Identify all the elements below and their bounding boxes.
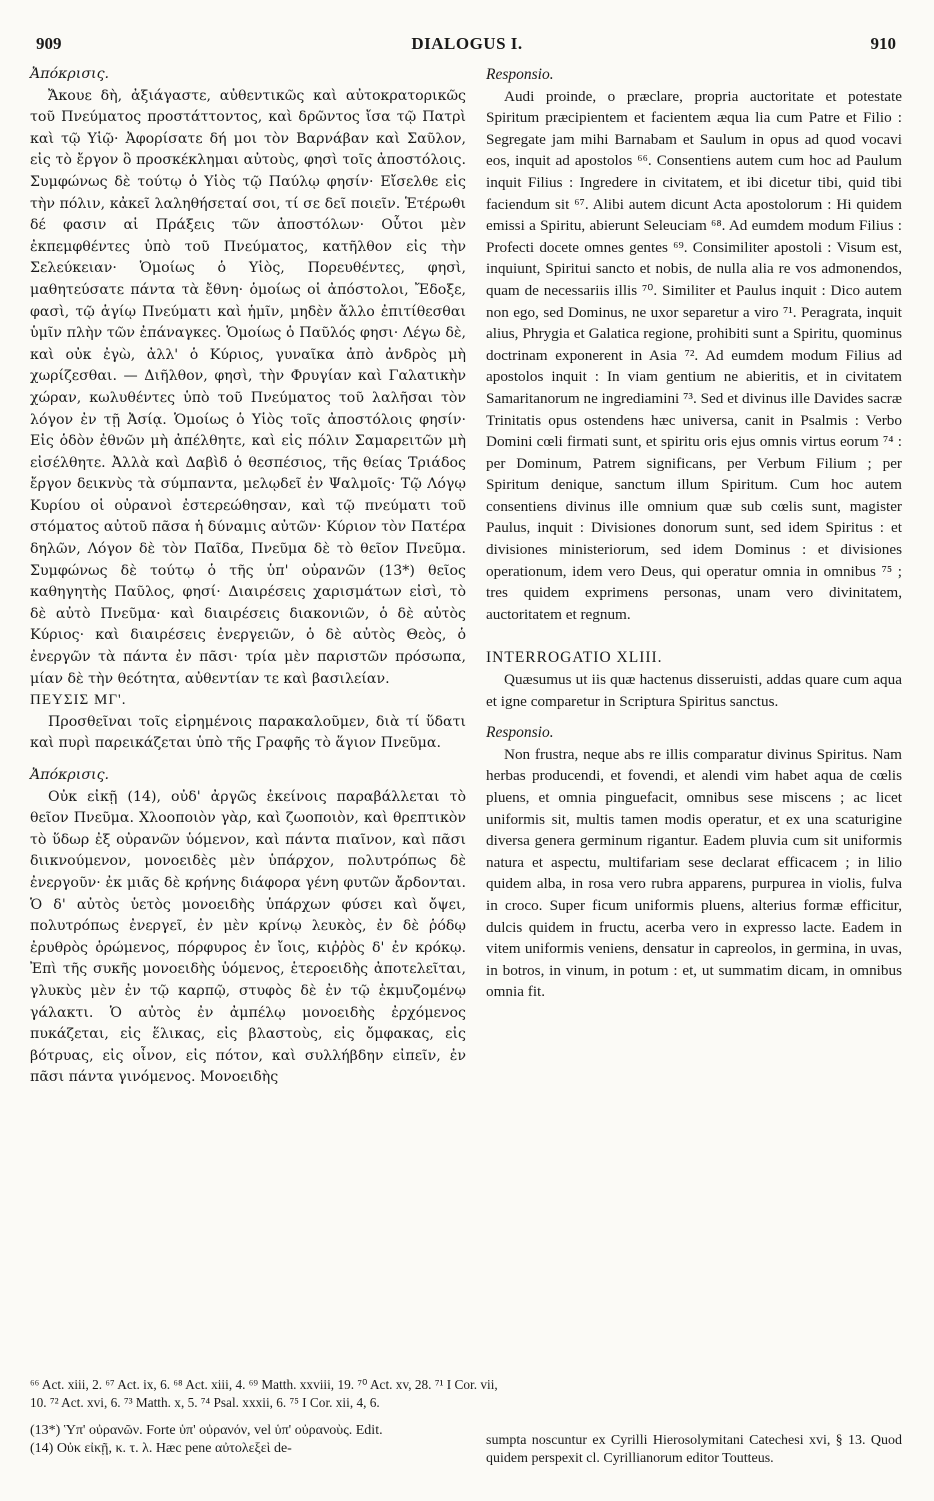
greek-question: Προσθεῖναι τοῖς εἰρημένοις παρακαλοῦμεν, διὰ τί ὕδατι καὶ πυρὶ παρεικάζεται ὑπὸ τῆς Γραφῆς τὸ ἅγιον Πνεῦμα. — [30, 713, 466, 752]
greek-response-heading-1: Ἀπόκρισις. — [30, 66, 110, 82]
greek-paragraph-1: Ἄκουε δὴ, ἀξιάγαστε, αὐθεντικῶς καὶ αὐτοκρατορικῶς τοῦ Πνεύματος προστάττοντος, καὶ δρῶντος ἴσα τῷ Πατρὶ καὶ τῷ Υἱῷ· Ἀφορίσατε δή μοι τὸν Βαρνάβαν καὶ Σαῦλον, εἰς τὸ ἔργον ὃ προσκέκλημαι αὐτοὺς, φησὶ τοῖς ἀποστόλοις. Συμφώνως δὲ τούτῳ ὁ Υἱὸς τῷ Παύλῳ φησίν· Εἴσελθε εἰς τὴν πόλιν, κἀκεῖ λαληθήσεταί σοι, τί σε δεῖ ποιεῖν. Ἑτέρωθι δέ φασιν αἱ Πράξεις τῶν ἀποστόλων· Οὗτοι μὲν ἐκπεμφθέντες ὑπὸ τοῦ Πνεύματος, κατῆλθον εἰς τὴν Σελεύκειαν· Ὁμοίως ὁ Υἱὸς, Πορευθέντες, φησὶ, μαθητεύσατε πάντα τὰ ἔθνη· ὁμοίως οἱ ἀπόστολοι, Ἔδοξε, φασὶ, τῷ ἁγίῳ Πνεύματι καὶ ἡμῖν, μηδὲν ἄλλο ἐπιτίθεσθαι ὑμῖν πλὴν τῶν ἐπάναγκες. Ὁμοίως ὁ Παῦλός φησι· Λέγω δὲ, καὶ οὐκ ἐγὼ, ἀλλ' ὁ Κύριος, γυναῖκα ἀπὸ ἀνδρὸς μὴ χωρίζεσθαι. — Διῆλθον, φησὶ, τὴν Φρυγίαν καὶ Γαλατικὴν χώραν, κωλυθέντες ὑπὸ τοῦ Πνεύματος τοῦ λαλῆσαι τὸν λόγον ἐν τῇ Ἀσίᾳ. Ὁμοίως ὁ Υἱὸς τοῖς ἀποστόλοις φησίν· Εἰς ὁδὸν ἐθνῶν μὴ ἀπέλθητε, καὶ εἰς πόλιν Σαμαρειτῶν μὴ εἰσέλθητε. Ἀλλὰ καὶ Δαβὶδ ὁ θεσπέσιος, τῆς θείας Τριάδος ἔργον δεικνὺς τὰ σύμπαντα, μελῳδεῖ ἐν Ψαλμοῖς· Τῷ Λόγῳ Κυρίου οἱ οὐρανοὶ ἐστερεώθησαν, καὶ τῷ πνεύματι τοῦ στόματος αὐτοῦ πᾶσα ἡ δύναμις αὐτῶν· Κύριον τὸν Πατέρα δηλῶν, Λόγον δὲ τὸν Παῖδα, Πνεῦμα δὲ τὸ θεῖον Πνεῦμα. Συμφώνως δὲ τούτῳ ὁ τῆς ὑπ' οὐρανῶν (13*) θεῖος καθηγητὴς Παῦλος, φησί· Διαιρέσεις χαρισμάτων εἰσὶ, τὸ δὲ αὐτὸ Πνεῦμα· καὶ διαιρέσεις διακονιῶν, ὁ δὲ αὐτὸς Κύριος· καὶ διαιρέσεις ἐνεργειῶν, ὁ δὲ αὐτὸς Θεὸς, ὁ ἐνεργῶν τὰ πάντα ἐν πᾶσι· τρία μὲν παριστῶν πρόσωπα, μίαν δὲ τὴν θεότητα, αὐθεντίαν τε καὶ βασιλείαν. — [30, 87, 466, 687]
greek-question-heading: ΠΕΥΣΙΣ ΜΓ'. — [30, 692, 127, 709]
running-header — [0, 34, 934, 60]
latin-response-heading-2: Responsio. — [486, 724, 554, 742]
latin-paragraph-2: Non frustra, neque abs re illis comparatur divinus Spiritus. Nam herbas producendi, et fovendi, et alendi vim habet aqua de cœlis pluens, et omnia pinguefacit, omnibus sese miscens ; ac licet uniformis sit, multis tamen modis operatur, et ex una scaturigine diversa genera germinum rigantur. Eadem pluvia cum sit uniformis natura et aspectu, multifariam sese declarat efficacem ; in lilio quidem alba, in rosa vero rubra apparens, purpurea in violis, fulva in croco. Super ficum uniformis pluens, alterius formæ efficitur, dulcis quidem in fructu, acerba vero in expresso lacte. Eadem in vitem uniformis veniens, densatur in capreolos, in germina, in uvas, in botros, in vinum, in potum : et, ut summatim dicam, in omnibus omnia fit. — [486, 745, 902, 1001]
page-number-right: 910 — [870, 34, 896, 53]
latin-response-heading-1: Responsio. — [486, 66, 554, 83]
footnotes-right — [486, 1432, 902, 1468]
footnote-14-continued: sumpta noscuntur ex Cyrilli Hierosolymitani Catechesi xvi, § 13. Quod quidem perspexit cl. Cyrillianorum editor Toutteus. — [486, 1433, 902, 1466]
greek-column — [30, 64, 466, 1089]
greek-paragraph-2: Οὐκ εἰκῇ (14), οὐδ' ἀργῶς ἐκείνοις παραβάλλεται τὸ θεῖον Πνεῦμα. Χλοοποιὸν γὰρ, καὶ ζωοποιὸν, καὶ θρεπτικὸν τὸ ὕδωρ ἐξ οὐρανῶν ὑόμενον, καὶ πάντα πιαῖνον, καὶ πᾶσι διικνούμενον, μονοειδὲς μὲν ὑπάρχον, πολυτρόπως δὲ ἐνεργοῦν· ἐκ μιᾶς δὲ κρήνης διάφορα γένη φυτῶν ἄρδονται. Ὁ δ' αὐτὸς ὑετὸς μονοειδὴς ὑπάρχων φύσει καὶ ὄψει, πολυτρόπως ἐνεργεῖ, ἐν μὲν κρίνῳ λευκὸς, ἐν δὲ ῥόδῳ ἐρυθρὸς ὁρώμενος, πόρφυρος ἐν ἴοις, κιῤῥὸς δ' ἐν κρόκῳ. Ἐπὶ τῆς συκῆς μονοειδὴς ὑόμενος, ἑτεροειδὴς ἀποτελεῖται, γλυκὺς μὲν ἐν τῷ καρπῷ, στυφὸς δὲ ἐν τῷ ἐκμυζομένῳ γάλακτι. Ὁ αὐτὸς ἐν ἀμπέλῳ μονοειδὴς ἐρχόμενος πυκάζεται, εἰς ἕλικας, εἰς βλαστοὺς, εἰς ὄμφακας, εἰς βότρυας, εἰς οἶνον, εἰς πότον, καὶ συλλήβδην εἰπεῖν, ἐν πᾶσι πάντα γινόμενος. Μονοειδὴς — [30, 788, 466, 1086]
footnotes-left — [30, 1422, 466, 1458]
latin-column — [486, 64, 902, 1003]
scripture-notes-line-1: ⁶⁶ Act. xiii, 2. ⁶⁷ Act. ix, 6. ⁶⁸ Act. xiii, 4. ⁶⁹ Matth. xxviii, 19. ⁷⁰ Act. xv, 28. ⁷¹ I Cor. vii, — [30, 1377, 498, 1392]
scripture-notes-line-2: 10. ⁷² Act. xvi, 6. ⁷³ Matth. x, 5. ⁷⁴ Psal. xxxii, 6. ⁷⁵ I Cor. xii, 4, 6. — [30, 1395, 380, 1410]
latin-paragraph-1: Audi proinde, o præclare, propria auctoritate et potestate Spiritum præcipientem et facientem æqua lia cum Patre et Filio : Segregate jam mihi Barnabam et Saulum in opus ad quod vocavi eos, inquit ad apostolos ⁶⁶. Consentiens autem cum hoc ad Paulum inquit Filius : Ingredere in civitatem, et ibi dicetur tibi, quid tibi faciendum sit ⁶⁷. Alibi autem dicunt Acta apostolorum : Hi quidem emissi a Spiritu, abierunt Seleuciam ⁶⁸. Ad eumdem modum Filius : Profecti docete omnes gentes ⁶⁹. Consimiliter apostoli : Visum est, inquiunt, Spiritui sancto et nobis, de nulla alia re vos admonendos, quam de necessariis illis ⁷⁰. Similiter et Paulus inquit : Dico autem non ego, sed Dominus, ne uxor separetur a viro ⁷¹. Peragrata, inquit alius, Phrygia et Galatica regione, prohibiti sunt a Spiritu, quominus doctrinam exponerent in Asia ⁷². Ad eumdem modum Filius ad apostolos inquit : In viam gentium ne abieritis, et in civitatem Samaritanorum ne ingrediamini ⁷³. Sed et divinus ille Davides sacræ Trinitatis opus ostendens hæc universa, canit in Psalmis : Verbo Domini cœli firmati sunt, et spiritu oris ejus omnis virtus eorum ⁷⁴ : per Dominum, Patrem significans, per Verbum Filium ; per Spiritum denique, sanctum illum Spiritum. Cum hoc autem consentiens divinus ille omnium quæ sub cœlis sunt, magister Paulus, inquit : Divisiones donorum sunt, sed idem Spiritus : et divisiones ministeriorum, sed idem Dominus : et divisiones operationum, idem vero Deus, qui operatur omnia in omnibus ⁷⁵ ; tres quidem exprimens personas, unam vero divinitatem, auctoritatem et regnum. — [486, 87, 902, 623]
footnote-14: (14) Οὐκ εἰκῇ, κ. τ. λ. Hæc pene αὐτολεξεὶ de- — [30, 1441, 292, 1456]
latin-question: Quæsumus ut iis quæ hactenus disseruisti, addas quare cum aqua et igne comparetur in Scriptura Spiritus sanctus. — [486, 671, 902, 710]
footnote-13: (13*) Ὑπ' οὐρανῶν. Forte ὑπ' οὐρανόν, vel ὑπ' οὐρανοὺς. Edit. — [30, 1423, 383, 1438]
greek-response-heading-2: Ἀπόκρισις. — [30, 767, 110, 783]
running-title: DIALOGUS I. — [411, 34, 523, 53]
latin-question-heading: INTERROGATIO XLIII. — [486, 649, 663, 667]
page-number-left: 909 — [36, 34, 62, 53]
